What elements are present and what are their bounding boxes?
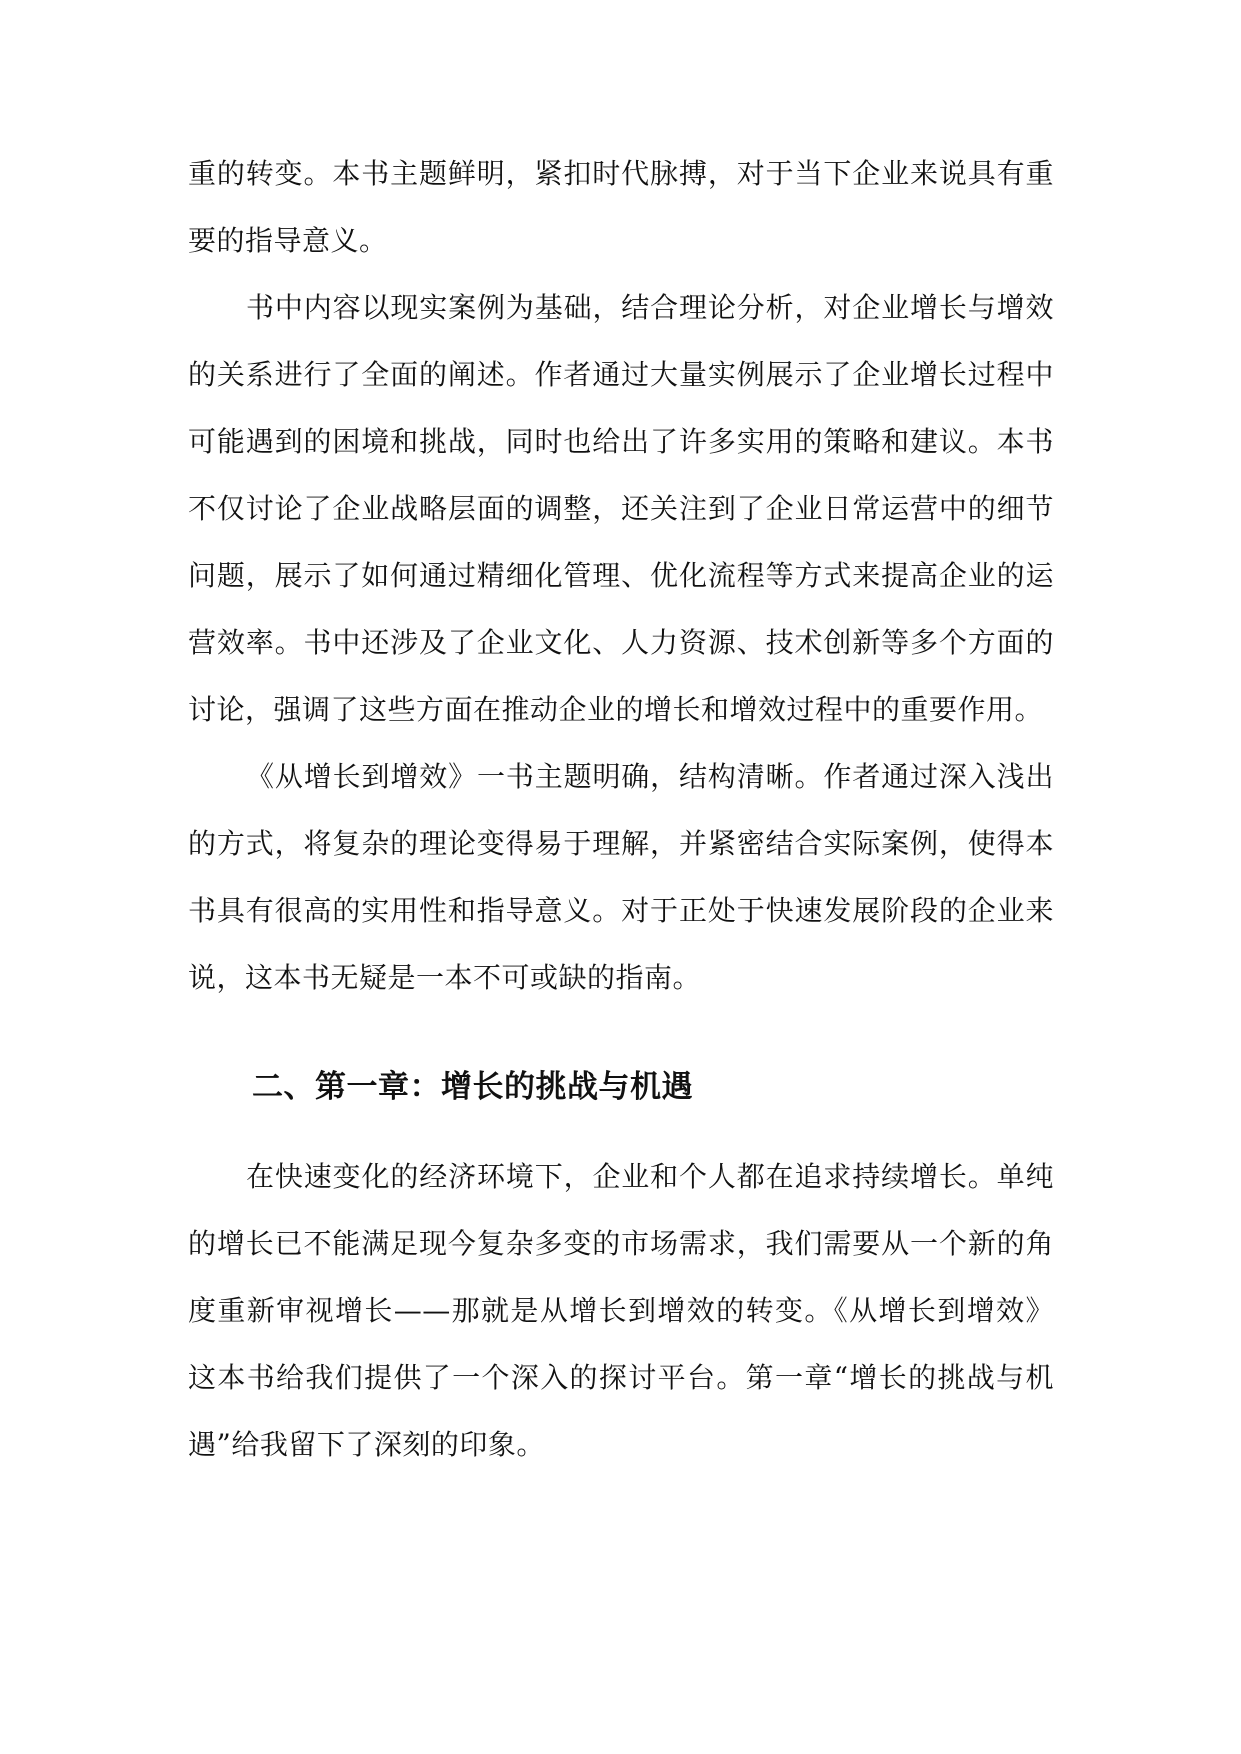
section-heading: 二、第一章：增长的挑战与机遇 [252, 1069, 693, 1105]
paragraph-continuation: 重的转变。本书主题鲜明，紧扣时代脉搏，对于当下企业来说具有重要的指导意义。 [188, 157, 1054, 257]
paragraph-book-content: 书中内容以现实案例为基础，结合理论分析，对企业增长与增效的关系进行了全面的阐述。作者通过大量实例展示了企业增长过程中可能遇到的困境和挑战，同时也给出了许多实用的策略和建议。本书不仅讨论了企业战略层面的调整，还关注到了企业日常运营中的细节问题，展示了如何通过精细化管理、优化流程等方式来提高企业的运营效率。书中还涉及了企业文化、人力资源、技术创新等多个方面的讨论，强调了这些方面在推动企业的增长和增效过程中的重要作用。 [188, 291, 1054, 726]
paragraph-chapter-one: 在快速变化的经济环境下，企业和个人都在追求持续增长。单纯的增长已不能满足现今复杂多变的市场需求，我们需要从一个新的角度重新审视增长——那就是从增长到增效的转变。《从增长到增效》这本书给我们提供了一个深入的探讨平台。第一章“增长的挑战与机遇”给我留下了深刻的印象。 [188, 1160, 1054, 1461]
paragraph-book-summary: 《从增长到增效》一书主题明确，结构清晰。作者通过深入浅出的方式，将复杂的理论变得易于理解，并紧密结合实际案例，使得本书具有很高的实用性和指导意义。对于正处于快速发展阶段的企业来说，这本书无疑是一本不可或缺的指南。 [188, 760, 1054, 994]
page-content [188, 140, 1054, 1478]
